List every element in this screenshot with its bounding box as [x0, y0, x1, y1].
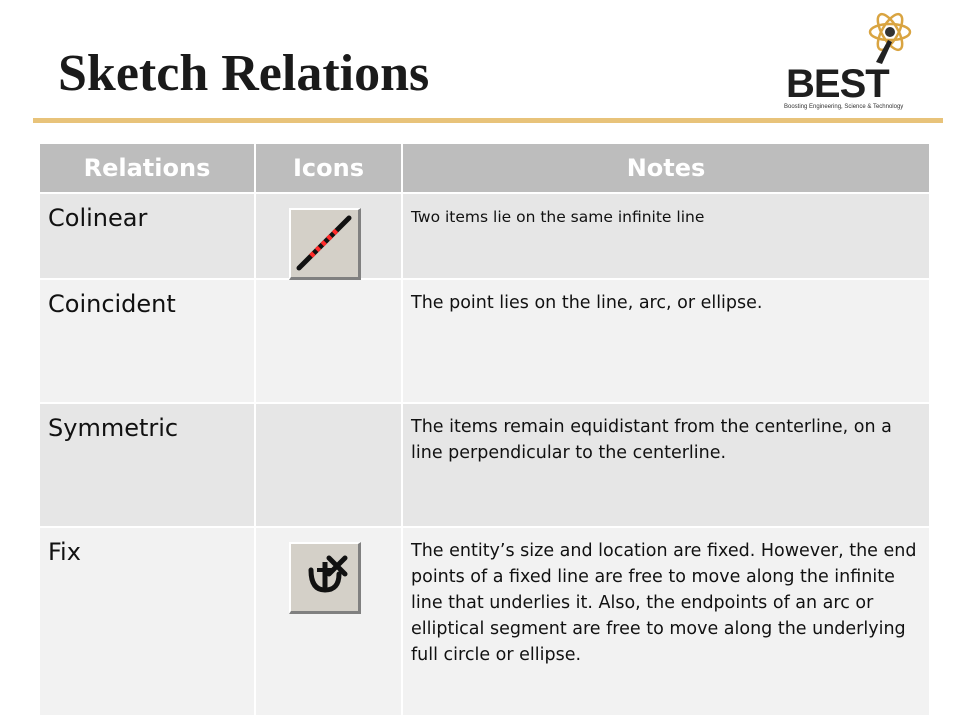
- relation-name: Coincident: [48, 290, 176, 318]
- column-header-relations: Relations: [40, 144, 255, 193]
- relations-table: [40, 144, 929, 715]
- relation-cell: [40, 193, 255, 279]
- note-text: The items remain equidistant from the centerline, on a line perpendicular to the centerline.: [411, 417, 892, 463]
- column-header-notes: Notes: [402, 144, 929, 193]
- table-row: [40, 527, 929, 715]
- note-text: Two items lie on the same infinite line: [411, 208, 705, 226]
- note-cell: [402, 527, 929, 715]
- note-cell: [402, 279, 929, 403]
- icon-cell: [255, 527, 402, 715]
- relation-cell: [40, 403, 255, 527]
- table-row: [40, 403, 929, 527]
- note-text: The point lies on the line, arc, or ellipse.: [411, 293, 763, 313]
- logo-tagline: Boosting Engineering, Science & Technology: [784, 104, 904, 110]
- table-header-row: [40, 144, 929, 193]
- colinear-icon: [289, 208, 361, 280]
- relation-cell: [40, 527, 255, 715]
- note-cell: [402, 403, 929, 527]
- note-cell: [402, 193, 929, 279]
- table-row: [40, 279, 929, 403]
- relation-cell: [40, 279, 255, 403]
- logo-wordmark: BEST: [786, 62, 889, 106]
- title-underline: [33, 118, 943, 123]
- relation-name: Fix: [48, 538, 81, 566]
- atom-icon: [866, 10, 914, 66]
- icon-cell: [255, 279, 402, 403]
- relation-name: Colinear: [48, 204, 148, 232]
- fix-anchor-icon: [289, 542, 361, 614]
- note-text: The entity’s size and location are fixed. However, the end points of a fixed line are free to move along the infinite line that underlies it. Also, the endpoints of an arc or elliptical segment are free to move along the underlying full circle or ellipse.: [411, 541, 917, 665]
- table-row: [40, 193, 929, 279]
- icon-cell: [255, 403, 402, 527]
- best-logo: [778, 10, 928, 118]
- relation-name: Symmetric: [48, 414, 179, 442]
- column-header-icons: Icons: [255, 144, 402, 193]
- icon-cell: [255, 193, 402, 279]
- slide-title: Sketch Relations: [58, 45, 430, 102]
